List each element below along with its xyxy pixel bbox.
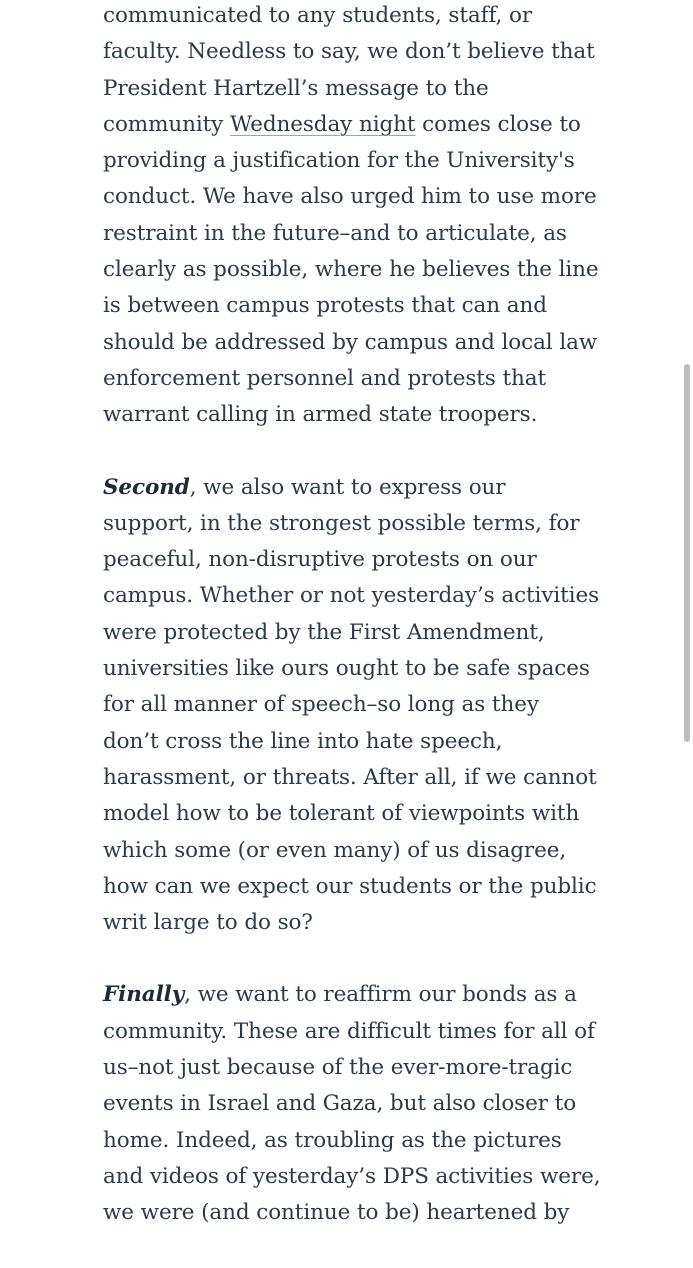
text-line: home. Indeed, as troubling as the pictures: [103, 1127, 562, 1153]
text-line: don’t cross the line into hate speech,: [103, 728, 503, 754]
text-fragment: , we want to reaffirm our bonds as a: [184, 982, 577, 1008]
text-line: universities like ours ought to be safe spaces: [103, 656, 590, 682]
text-line: were protected by the First Amendment,: [103, 619, 545, 645]
text-line: for all manner of speech–so long as they: [103, 692, 539, 718]
text-line: [103, 977, 603, 1013]
text-line: model how to be tolerant of viewpoints with: [103, 801, 580, 827]
scrollbar-thumb[interactable]: [684, 364, 690, 742]
text-line: harassment, or threats. After all, if we cannot: [103, 764, 597, 790]
text-line: should be addressed by campus and local law: [103, 329, 598, 355]
text-line: faculty. Needless to say, we don’t believe that: [103, 39, 595, 65]
text-fragment: , we also want to express our: [189, 474, 506, 500]
text-line: community. These are difficult times for all of: [103, 1018, 595, 1044]
text-line: is between campus protests that can and: [103, 293, 547, 319]
text-line: restraint in the future–and to articulate, as: [103, 220, 567, 246]
vertical-scrollbar[interactable]: [681, 0, 693, 1200]
wednesday-night-link[interactable]: Wednesday night: [229, 111, 416, 137]
text-line: peaceful, non-disruptive protests on our: [103, 547, 537, 573]
lead-word-finally: Finally: [103, 982, 185, 1008]
text-fragment: comes close to: [415, 111, 581, 137]
text-line: support, in the strongest possible terms, for: [103, 510, 580, 536]
paragraph-third: [103, 977, 603, 1231]
text-line: we were (and continue to be) heartened by: [103, 1200, 570, 1226]
text-line: communicated to any students, staff, or: [103, 3, 533, 28]
text-line: conduct. We have also urged him to use more: [103, 184, 597, 210]
text-line: how can we expect our students or the public: [103, 873, 597, 899]
paragraph-second: [103, 470, 603, 942]
text-line: which some (or even many) of us disagree,: [103, 837, 567, 863]
text-line: campus. Whether or not yesterday’s activities: [103, 583, 600, 609]
paragraph-first: [103, 0, 603, 434]
text-fragment: community: [103, 111, 230, 137]
article-body: [103, 0, 603, 1268]
text-line: and videos of yesterday’s DPS activities were,: [103, 1163, 601, 1189]
text-line: enforcement personnel and protests that: [103, 365, 547, 391]
text-line-with-link: [103, 107, 603, 143]
lead-word-second: Second: [103, 474, 190, 500]
text-line: clearly as possible, where he believes the line: [103, 257, 599, 283]
text-line: providing a justification for the University's: [103, 148, 575, 174]
text-line: writ large to do so?: [103, 910, 313, 936]
text-line: warrant calling in armed state troopers.: [103, 402, 538, 428]
text-line: us–not just because of the ever-more-tragic: [103, 1055, 573, 1081]
text-line: events in Israel and Gaza, but also closer to: [103, 1091, 577, 1117]
text-line: President Hartzell’s message to the: [103, 75, 489, 101]
text-line: [103, 470, 603, 506]
